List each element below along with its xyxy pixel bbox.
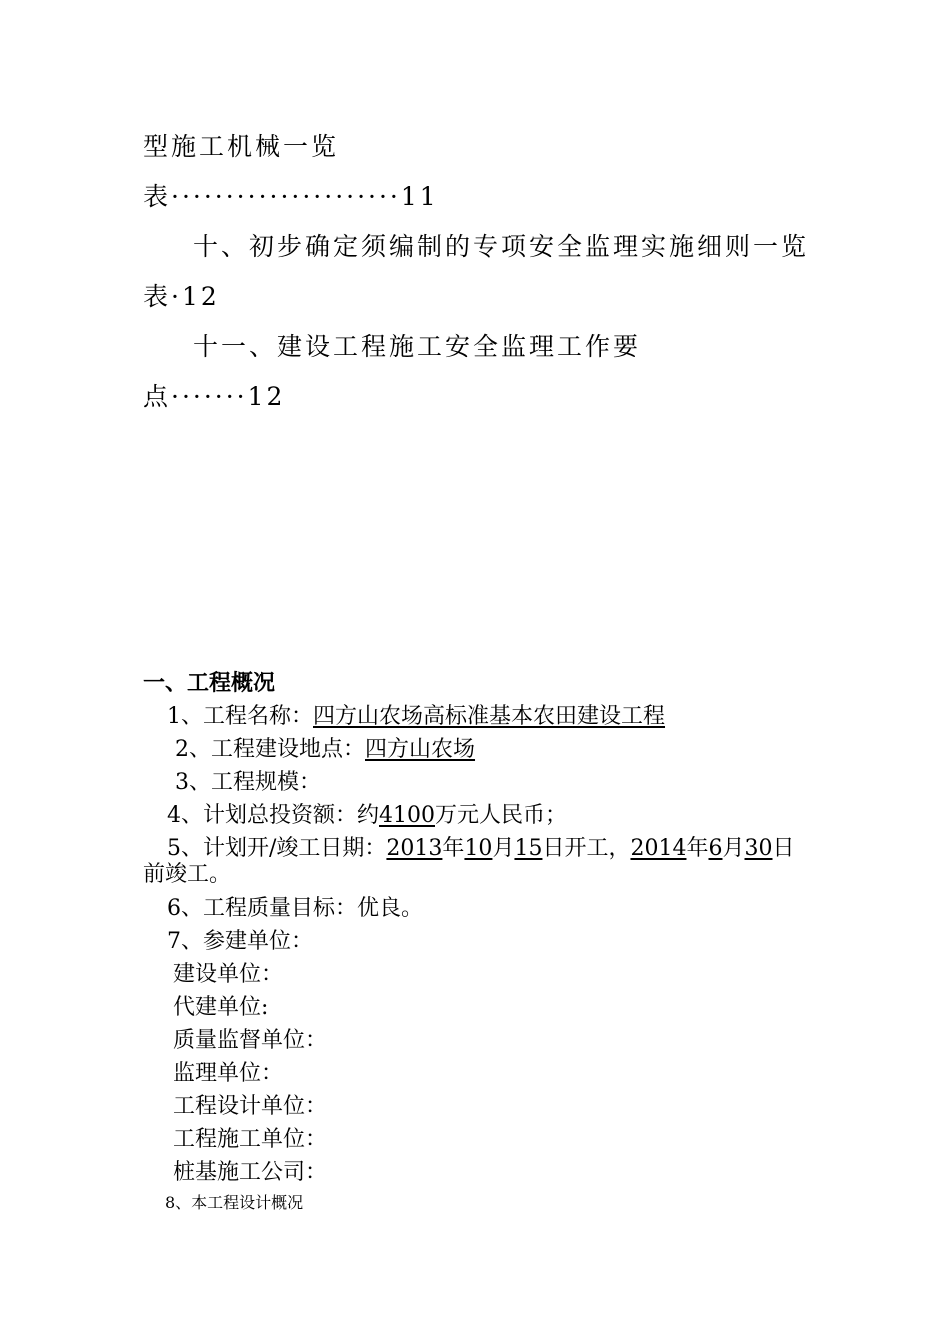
design-overview-line: 8、本工程设计概况 bbox=[165, 1193, 304, 1212]
unit-contractor: 工程施工单位： bbox=[173, 1127, 328, 1152]
unit-construction: 建设单位： bbox=[173, 962, 284, 987]
toc-line-ten-page: 表·12 bbox=[143, 282, 220, 311]
unit-quality-supervision: 质量监督单位： bbox=[173, 1028, 328, 1053]
project-location-label: 2、工程建设地点： bbox=[175, 737, 365, 762]
month-text-2: 月 bbox=[722, 836, 745, 861]
investment-line bbox=[167, 803, 567, 828]
year-text-2: 年 bbox=[686, 836, 709, 861]
investment-amount: 4100 bbox=[379, 803, 435, 828]
start-year: 2013 bbox=[386, 836, 443, 861]
participants-line: 7、参建单位： bbox=[167, 929, 313, 954]
investment-unit: 万元人民币； bbox=[435, 803, 568, 828]
end-year: 2014 bbox=[630, 836, 687, 861]
year-text: 年 bbox=[442, 836, 465, 861]
toc-line-machinery: 型施工机械一览 bbox=[143, 132, 340, 161]
investment-label: 4、计划总投资额：约 bbox=[167, 803, 379, 828]
quality-target-line: 6、工程质量目标：优良。 bbox=[167, 896, 423, 921]
project-scale-line: 3、工程规模： bbox=[175, 770, 321, 795]
toc-line-ten: 十、初步确定须编制的专项安全监理实施细则一览 bbox=[193, 232, 810, 261]
unit-pile-foundation: 桩基施工公司： bbox=[173, 1160, 328, 1185]
project-name-line bbox=[167, 704, 665, 729]
project-location-line bbox=[175, 737, 475, 762]
start-month: 10 bbox=[464, 836, 493, 861]
schedule-line-cont: 前竣工。 bbox=[143, 862, 232, 887]
project-name-value: 四方山农场高标准基本农田建设工程 bbox=[313, 704, 666, 729]
project-location-value: 四方山农场 bbox=[365, 737, 476, 762]
month-text: 月 bbox=[492, 836, 515, 861]
unit-agent: 代建单位: bbox=[173, 995, 269, 1020]
schedule-line bbox=[167, 836, 795, 861]
schedule-label: 5、计划开/竣工日期： bbox=[167, 836, 387, 861]
toc-line-eleven: 十一、建设工程施工安全监理工作要 bbox=[193, 332, 642, 361]
start-day: 15 bbox=[514, 836, 543, 861]
unit-supervision: 监理单位： bbox=[173, 1061, 284, 1086]
day-text-2: 日 bbox=[772, 836, 795, 861]
unit-design: 工程设计单位： bbox=[173, 1094, 328, 1119]
end-month: 6 bbox=[708, 836, 723, 861]
toc-line-eleven-page: 点·······12 bbox=[143, 382, 286, 411]
project-name-label: 1、工程名称： bbox=[167, 704, 313, 729]
section-title: 一、工程概况 bbox=[143, 671, 276, 696]
start-text: 日开工， bbox=[542, 836, 631, 861]
end-day: 30 bbox=[744, 836, 773, 861]
toc-line-machinery-page: 表·····················11 bbox=[143, 182, 439, 211]
